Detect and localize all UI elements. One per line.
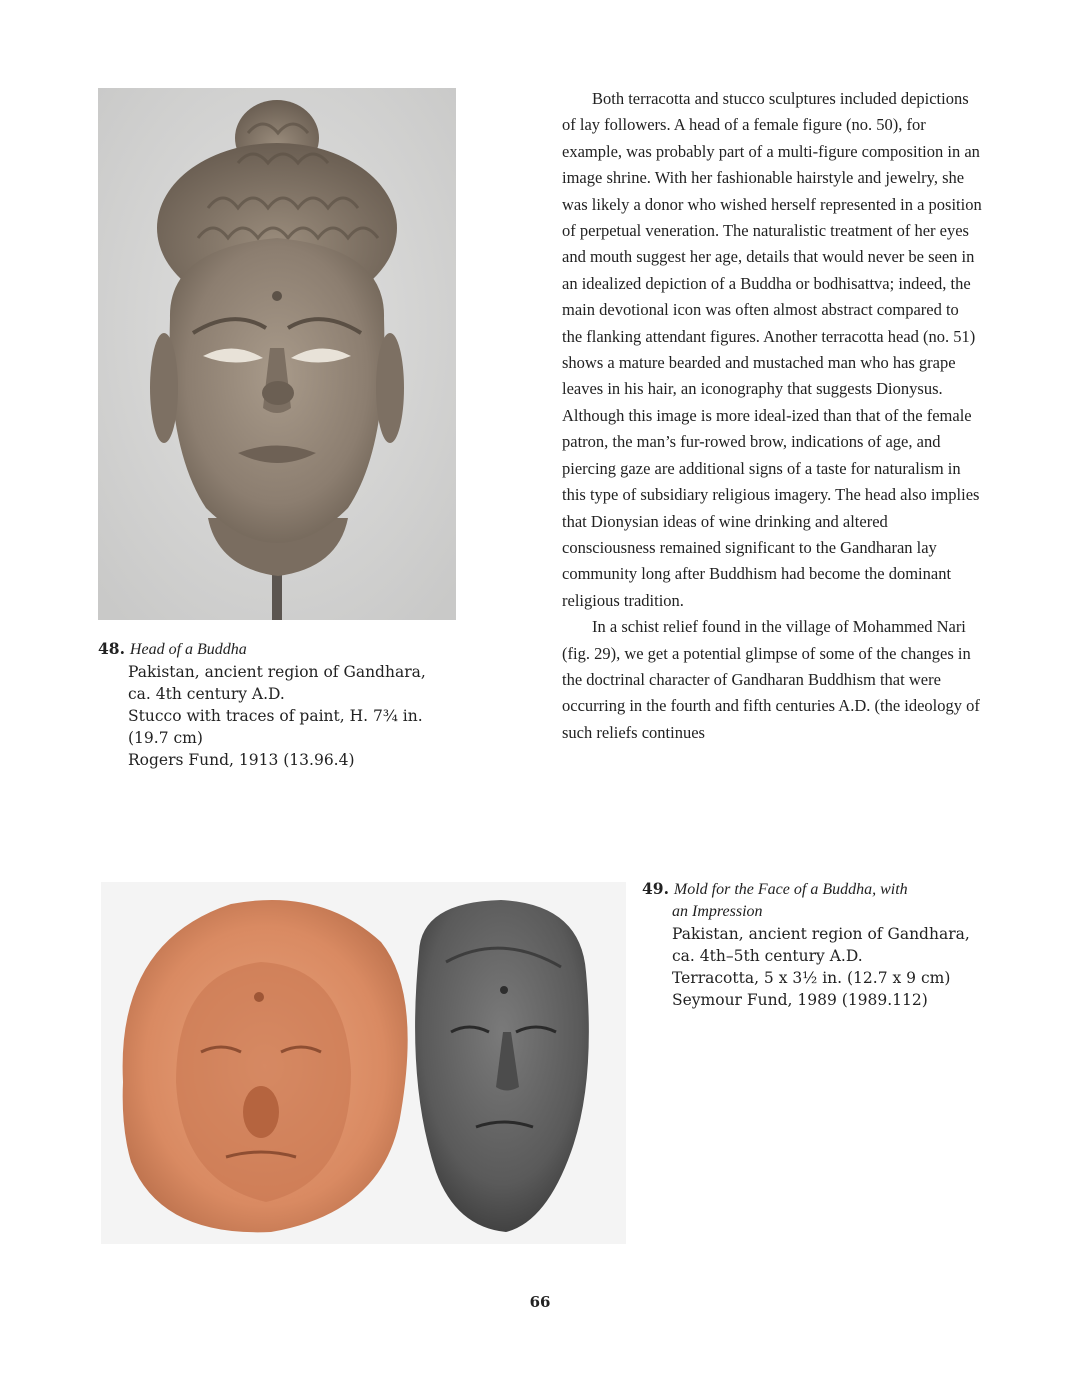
figure-title: Mold for the Face of a Buddha, with (673, 881, 908, 898)
body-paragraph: Both terracotta and stucco sculptures included depictions of lay followers. A head of a female figure (no. 50), for example, was probably part of a multi-figure composition in an image shrine. With her fashionable hairstyle and jewelry, she was likely a donor who wished herself represented in a position of perpetual veneration. The naturalistic treatment of her eyes and mouth suggest her age, details that would never be seen in an idealized depiction of a Buddha or bodhisattva; indeed, the main devotional icon was often almost abstract compared to the flanking attendant figures. Another terracotta head (no. 51) shows a mature bearded and mustached man who has grape leaves in his hair, an iconography that suggests Dionysus. Although this image is more ideal-ized than that of the female patron, the man’s fur-rowed brow, indications of age, and piercing gaze are additional signs of a taste for naturalism in this type of subsidiary religious imagery. The head also implies that Dionysian ideas of wine drinking and altered consciousness remained significant to the Gandharan lay community long after Buddhism had become the dominant religious tradition. (562, 89, 982, 610)
figure-48-caption (98, 638, 428, 771)
mold-and-impression-image (101, 882, 626, 1244)
caption-heading (98, 638, 428, 661)
figure-number: 49. (642, 879, 669, 898)
caption-line: Pakistan, ancient region of Gandhara, (128, 663, 426, 681)
caption-line: Terracotta, 5 x 3½ in. (12.7 x 9 cm) (672, 969, 951, 987)
caption-line: Stucco with traces of paint, H. 7¾ in. (128, 707, 423, 725)
figure-49-photo (101, 882, 626, 1244)
caption-line: Seymour Fund, 1989 (1989.112) (672, 991, 928, 1009)
body-text-column (562, 86, 982, 746)
page-number: 66 (529, 1293, 551, 1311)
caption-line: ca. 4th–5th century A.D. (672, 947, 863, 965)
caption-line: Rogers Fund, 1913 (13.96.4) (128, 751, 355, 769)
caption-heading (642, 878, 982, 901)
caption-line: (19.7 cm) (128, 729, 203, 747)
caption-line: Pakistan, ancient region of Gandhara, (672, 925, 970, 943)
figure-number: 48. (98, 639, 125, 658)
stucco-buddha-head-image (98, 88, 456, 620)
caption-line: ca. 4th century A.D. (128, 685, 285, 703)
figure-title: Head of a Buddha (129, 641, 247, 658)
body-paragraph: In a schist relief found in the village of Mohammed Nari (fig. 29), we get a potential glimpse of some of the changes in the doctrinal character of Gandharan Buddhism that were occurring in the fourth and fifth centuries A.D. (the ideology of such reliefs continues (562, 617, 980, 742)
figure-title-continued: an Impression (672, 903, 763, 920)
figure-49-caption (642, 878, 982, 1011)
figure-48-photo (98, 88, 456, 620)
